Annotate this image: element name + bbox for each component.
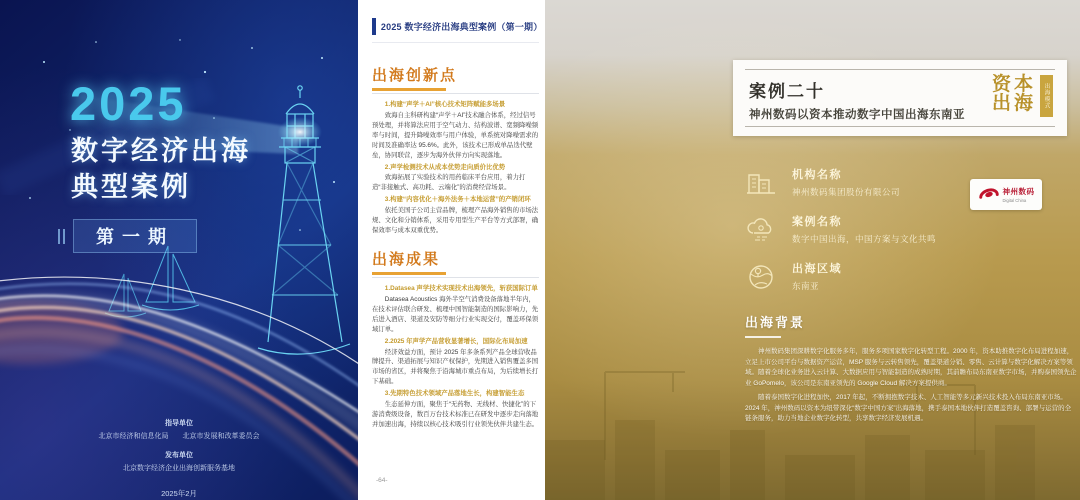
issue-badge (58, 219, 197, 253)
subhead: 2.2025 年声学产品营收显著增长，国际化布局加速 (384, 337, 528, 345)
section-rule (372, 277, 539, 278)
background-heading-underline (745, 336, 781, 338)
mode-tag-line2: 出海 (991, 93, 1036, 114)
middle-content (372, 52, 539, 430)
case-header-card (733, 60, 1067, 136)
cover-footer (0, 418, 358, 499)
beam-glow (278, 117, 322, 147)
publish-unit-org: 北京数字经济企业出海创新服务基地 (123, 465, 235, 472)
case-number-label: 案例二十 (749, 82, 825, 101)
body-paragraph: 致海自主科研构建“声学＋AI”技术融合体系，经过信号预处理，并将算法应用于空气动力、结构波谱、宽频降噪频率与时间，提升降噪效率与用户体验，单系统对降噪需求的时间及准确率达 95.6%。此外，该技术已形成单品迭代壁垒，协同联营，逐步为海外伙伴方向实现落地。 (372, 111, 539, 159)
cloud-icon (745, 213, 777, 245)
header-rule-bottom (745, 126, 1055, 127)
issue-badge-label: 第一期 (73, 219, 197, 253)
body-paragraph: 致海拓展了实验技术的用药临床平台应用，着力打造“非接触式、高功耗、云端化”的消费经营场景。 (372, 174, 526, 192)
background-heading: 出海背景 (745, 315, 806, 330)
subhead: 1.Datasea 声学技术实现技术出海领先，斩获国际订单 (384, 284, 538, 292)
cover-title-line2: 典型案例 (71, 171, 191, 202)
globe-icon (745, 260, 777, 292)
section-underline (372, 88, 446, 91)
body-paragraph: 经济效益方面，预计 2025 年多条系列产品全球营收品牌提升、渠道拓展与知识产权保护，先期进入销售覆盖多国市场的省区，并将聚焦于沿海城市重点布局，为后续增长打下基础。 (372, 348, 539, 386)
mode-tag-group (992, 75, 1053, 117)
case-title: 神州数码以资本推动数字中国出海东南亚 (749, 109, 965, 121)
digital-china-logo (970, 179, 1042, 210)
background-paragraph: 神州数码集团深耕数字化服务多年，服务多项国家数字化转型工程。2000 年，资本助推数字化布局进程加速，立足上市公司平台与数据资产运营，MSP 服务与云转售领先，覆盖渠道分销、零售、云计算与数字化解决方案等领域。随着全球化业务进入云计算、大数据应用与智能制造的成熟时期，其前瞻布局东南亚数字市场，并购泰国领先企业 GoPomelo，该公司是东南亚领先的 Google Cloud 解决方案提供商。 (745, 348, 1077, 387)
cover-title-line1: 数字经济出海 (71, 136, 251, 166)
subhead: 1.构建“声学＋AI”核心技术矩阵赋能多场景 (384, 101, 506, 108)
middle-page (358, 0, 545, 500)
body-paragraph: Datasea Acoustics 海外半空气消费设备落地半年内，在技术评估联合研发、梳理中国智能制造的国际影响力，先后进入酒店、渠道及安防等细分行业实现交付，覆盖环保领域订单。 (372, 295, 539, 333)
logo-name-cn: 神州数码 (1002, 187, 1035, 196)
info-label: 出海区域 (792, 263, 842, 275)
mode-tag-text (992, 75, 1036, 113)
mode-side-tag (1040, 75, 1053, 117)
subhead: 3.先期特色技术领域产品落地生长，构建智能生态 (384, 390, 525, 398)
info-label: 机构名称 (792, 169, 842, 181)
body-paragraph: 生态延伸方面，聚焦于“无药物、无线材、快捷化”的下游消费级设备，数百万台技术标准已在研发中逐步走向落地并加速出海，持续以核心技术吸引行业领先伙伴共建生态。 (372, 401, 539, 428)
badge-tick (58, 229, 60, 244)
info-label: 案例名称 (792, 216, 842, 228)
section-heading-innovation: 出海创新点 (372, 67, 458, 84)
info-text (792, 260, 842, 292)
background-paragraph: 随着泰国数字化进程加快，2017 年起，不断拥抱数字技术、人工智能等多元新兴技术投入布局东南亚市场。2024 年，神州数码以资本为纽带深化“数字中国方案”出海落地，携手泰国本地伙伴打造覆盖咨询、部署与运营的全链条服务，助力当地企业数字化转型，共享数字经济发展机遇。 (745, 394, 1072, 423)
info-value: 东南亚 (792, 281, 820, 291)
section-heading-results: 出海成果 (372, 250, 441, 268)
mode-tag-line1: 资本 (991, 74, 1036, 95)
guide-unit-label: 指导单位 (165, 420, 193, 427)
case-header-text (749, 77, 965, 122)
brand-swirl-icon (978, 186, 1000, 203)
building-icon (745, 166, 777, 198)
logo-name-en: Digital China (1002, 198, 1027, 203)
header-rule-top (745, 69, 1055, 70)
body-paragraph: 依托美国子公司主营品牌，梳理产品海外销售的市场法规、文化和分销体系，采用专用型生产平台等方式部署，确保效率与成本双重优势。 (372, 207, 539, 235)
cover-date: 2025年2月 (161, 489, 197, 498)
page-number: -64- (376, 477, 388, 484)
subhead: 2.声学检测技术从成本优势走向质价比优势 (384, 163, 506, 171)
info-row-region (745, 260, 1080, 292)
info-value: 神州数码集团股份有限公司 (792, 187, 901, 197)
running-header (372, 18, 543, 43)
case-page (545, 0, 1080, 500)
cover-title (71, 134, 251, 205)
background-section (745, 312, 1077, 429)
guide-unit-orgs: 北京市经济和信息化局 北京市发展和改革委员会 (98, 433, 260, 440)
info-value: 数字中国出海，中国方案与文化共鸣 (792, 234, 937, 244)
running-header-text: 2025 数字经济出海典型案例（第一期） (380, 22, 543, 32)
cover-year: 2025 (70, 77, 187, 130)
publish-unit-label: 发布单位 (165, 452, 193, 459)
mode-side-tag-text: 出海模式 (1043, 83, 1050, 109)
info-row-case-name (745, 213, 1080, 245)
section-underline (372, 272, 446, 275)
logo-text (1003, 186, 1035, 203)
cover-page (0, 0, 358, 500)
badge-tick (63, 229, 65, 244)
subhead: 3.构建“内容优化＋海外法务＋本地运营”的产销闭环 (384, 196, 531, 204)
header-accent-bar (372, 18, 376, 35)
info-text (792, 213, 936, 245)
section-rule (372, 93, 539, 94)
info-text (792, 166, 900, 198)
